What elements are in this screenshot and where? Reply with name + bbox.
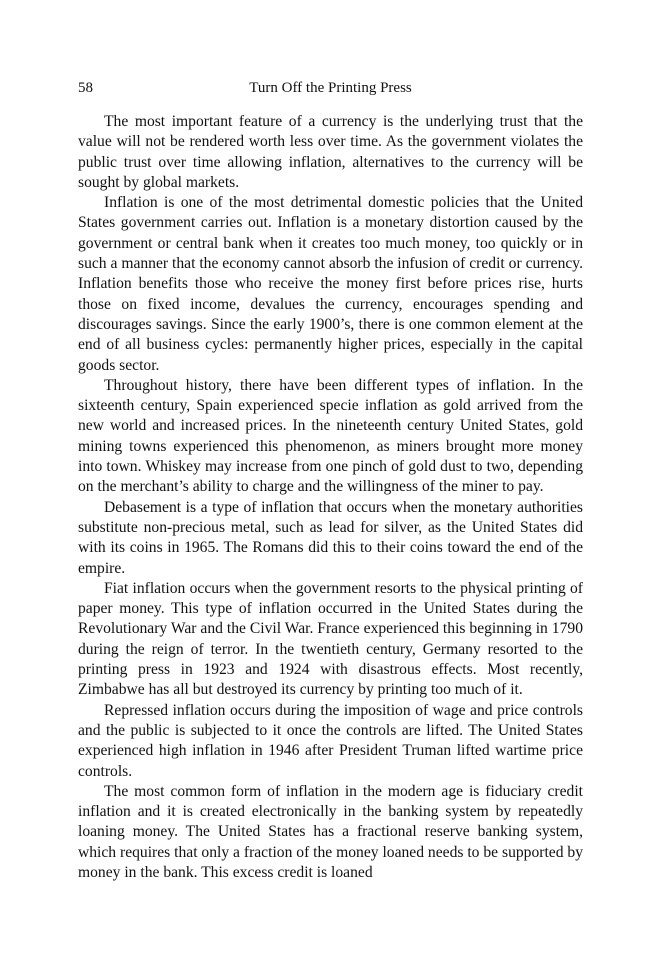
page-number: 58: [78, 80, 93, 96]
paragraph-types-history: Throughout history, there have been different types of inflation. In the sixteenth century, Spain experienced specie inflation as gold arrived from the new world and increased prices. In the nineteenth century United States, gold mining towns experienced this phenomenon, as miners brought more money into town. Whiskey may increase from one pinch of gold dust to two, depending on the merchant’s ability to charge and the willingness of the miner to pay.: [78, 376, 583, 496]
running-header: [78, 78, 583, 102]
paragraph-inflation-definition: Inflation is one of the most detrimental domestic policies that the United States government carries out. Inflation is a monetary distortion caused by the government or central bank when it creates too much money, too quickly or in such a manner that the economy cannot absorb the infusion of credit or currency. Inflation benefits those who receive the money first before prices rise, hurts those on fixed income, devalues the currency, encourages spending and discourages savings. Since the early 1900’s, there is one common element at the end of all business cycles: permanently higher prices, especially in the capital goods sector.: [78, 194, 583, 374]
paragraph-credit-inflation: The most common form of inflation in the modern age is fiduciary credit inflation and it is created electronically in the banking system by repeatedly loaning money. The United States has a fractional reserve banking system, which requires that only a fraction of the money loaned needs to be supported by money in the bank. This excess credit is loaned: [78, 782, 583, 881]
running-title: Turn Off the Printing Press: [249, 80, 412, 96]
book-page: [78, 78, 583, 883]
paragraph-repressed-inflation: Repressed inflation occurs during the imposition of wage and price controls and the public is subjected to it once the controls are lifted. The United States experienced high inflation in 1946 after President Truman lifted wartime price controls.: [78, 701, 583, 780]
paragraph-fiat-inflation: Fiat inflation occurs when the government resorts to the physical printing of paper money. This type of inflation occurred in the United States during the Revolutionary War and the Civil War. France experienced this beginning in 1790 during the reign of terror. In the twentieth century, Germany resorted to the printing press in 1923 and 1924 with disastrous effects. Most recently, Zimbabwe has all but destroyed its currency by printing too much of it.: [78, 579, 583, 699]
paragraph-trust: The most important feature of a currency is the underlying trust that the value will not be rendered worth less over time. As the government violates the public trust over time allowing inflation, alternatives to the currency will be sought by global markets.: [78, 113, 583, 191]
body-text: [78, 112, 583, 883]
paragraph-debasement: Debasement is a type of inflation that occurs when the monetary authorities substitute non-precious metal, such as lead for silver, as the United States did with its coins in 1965. The Romans did this to their coins toward the end of the empire.: [78, 498, 583, 577]
